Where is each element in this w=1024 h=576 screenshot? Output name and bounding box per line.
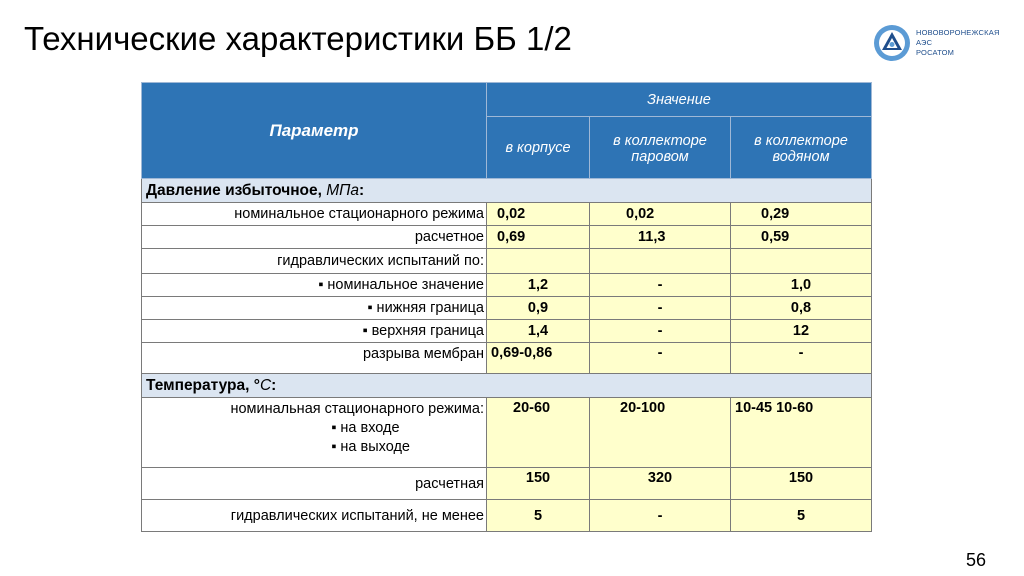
- row-label-nominal-temp: [142, 398, 487, 468]
- cell-body: 0,69: [487, 226, 590, 249]
- header-col-body: в корпусе: [487, 117, 590, 179]
- table-row: [142, 203, 872, 226]
- cell-steam: 320: [590, 468, 731, 500]
- row-label: гидравлических испытаний по:: [142, 249, 487, 274]
- cell-steam: -: [590, 320, 731, 343]
- table-row: [142, 500, 872, 532]
- table-row: [142, 343, 872, 374]
- logo-line-2: АЭС: [916, 38, 933, 47]
- page-number: 56: [966, 550, 987, 570]
- section-pressure-colon: :: [359, 181, 365, 199]
- company-logo: [872, 22, 1000, 64]
- cell-steam: -: [590, 297, 731, 320]
- header-parameter: Параметр: [142, 83, 487, 179]
- section-pressure-label: Давление избыточное,: [146, 181, 327, 199]
- row-label: ▪ нижняя граница: [142, 297, 487, 320]
- page-title: Технические характеристики ББ 1/2: [24, 20, 572, 57]
- table-row: [142, 398, 872, 468]
- cell-steam: -: [590, 274, 731, 297]
- table-row: [142, 274, 872, 297]
- rosatom-logo-icon: [872, 23, 912, 63]
- table-row: [142, 297, 872, 320]
- row-label: ▪ номинальное значение: [142, 274, 487, 297]
- cell-body: 0,9: [487, 297, 590, 320]
- header-col-steam: в коллекторе паровом: [590, 117, 731, 179]
- section-pressure-unit: МПа: [326, 181, 360, 199]
- cell-steam: 0,02: [590, 203, 731, 226]
- row-label: ▪ верхняя граница: [142, 320, 487, 343]
- cell-body: 0,02: [487, 203, 590, 226]
- cell-water: 0,59: [731, 226, 872, 249]
- section-temperature-unit: С: [259, 376, 272, 394]
- cell-body: 150: [487, 468, 590, 500]
- cell-water: 12: [731, 320, 872, 343]
- cell-water: -: [731, 343, 872, 374]
- cell-water: [731, 249, 872, 274]
- table-row: [142, 468, 872, 500]
- table-row: [142, 249, 872, 274]
- section-temperature-label: Температура, °: [146, 376, 260, 394]
- table-row: [142, 320, 872, 343]
- row-sublabel-inlet: ▪ на входе: [331, 420, 400, 436]
- section-pressure: [142, 179, 872, 203]
- cell-body: 1,2: [487, 274, 590, 297]
- cell-body: [487, 249, 590, 274]
- cell-steam: [590, 249, 731, 274]
- cell-water: 5: [731, 500, 872, 532]
- cell-steam: 11,3: [590, 226, 731, 249]
- cell-water: 1,0: [731, 274, 872, 297]
- row-label: номинальная стационарного режима:: [230, 401, 484, 417]
- cell-water: 150: [731, 468, 872, 500]
- section-temperature: [142, 374, 872, 398]
- section-temperature-colon: :: [271, 376, 277, 394]
- row-label: номинальное стационарного режима: [142, 203, 487, 226]
- row-label: гидравлических испытаний, не менее: [142, 500, 487, 532]
- cell-water: 0,29: [731, 203, 872, 226]
- logo-line-1: НОВОВОРОНЕЖСКАЯ: [916, 28, 1000, 37]
- header-col-water: в коллекторе водяном: [731, 117, 872, 179]
- cell-body: 5: [487, 500, 590, 532]
- cell-steam: -: [590, 500, 731, 532]
- specs-table: [141, 82, 872, 532]
- cell-steam: 20-100: [590, 398, 731, 468]
- table-row: [142, 226, 872, 249]
- cell-water: 10-45 10-60: [731, 398, 872, 468]
- row-label: расчетное: [142, 226, 487, 249]
- row-label: расчетная: [142, 468, 487, 500]
- cell-water: 0,8: [731, 297, 872, 320]
- header-value: Значение: [487, 83, 872, 117]
- logo-line-3: РОСАТОМ: [916, 48, 955, 57]
- cell-body: 1,4: [487, 320, 590, 343]
- cell-steam: -: [590, 343, 731, 374]
- cell-body: 20-60: [487, 398, 590, 468]
- row-sublabel-outlet: ▪ на выходе: [331, 439, 410, 455]
- row-label: разрыва мембран: [142, 343, 487, 374]
- cell-body: 0,69-0,86: [487, 343, 590, 374]
